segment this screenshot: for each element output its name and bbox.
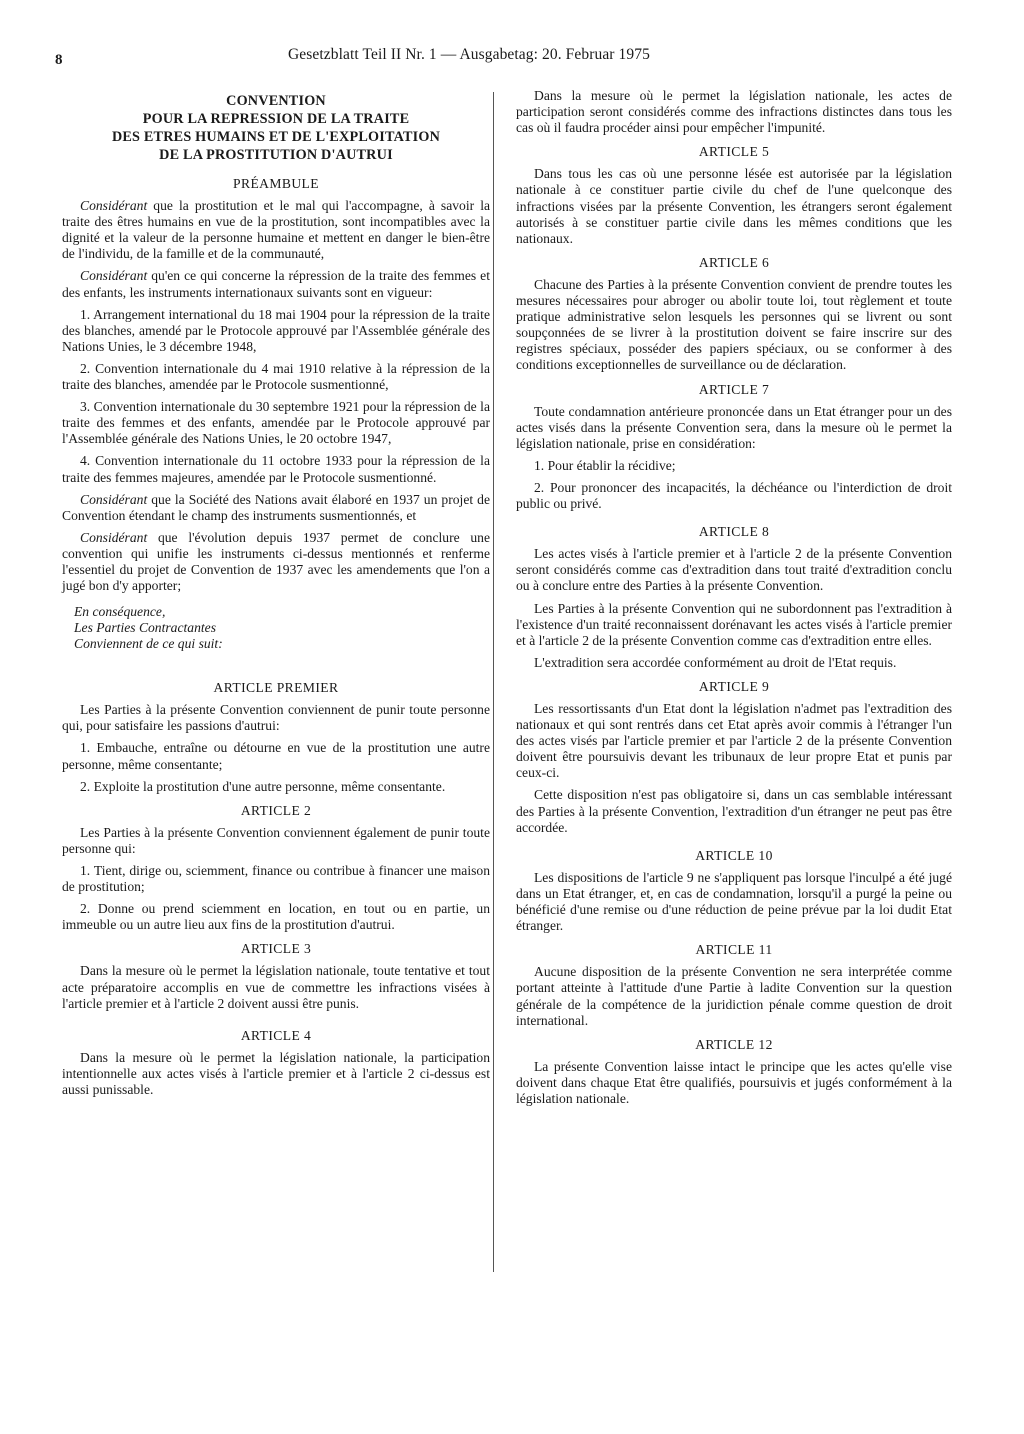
closing-line: Conviennent de ce qui suit: [74, 636, 223, 652]
preamble-item: 4. Convention internationale du 11 octobre 1933 pour la répression de la traite des femmes majeures, amendée par le Protocole susmentionné. [62, 453, 490, 485]
preamble-heading: PRÉAMBULE [233, 176, 319, 191]
preamble-paragraph [62, 492, 490, 524]
article-item: 1. Embauche, entraîne ou détourne en vue de la prostitution une autre personne, même consentante; [62, 740, 490, 772]
article-paragraph: Aucune disposition de la présente Convention ne sera interprétée comme portant atteinte à l'attitude d'une Partie à ladite Convention sur la question générale de la compétence de la juridiction pénale comme question de droit international. [516, 964, 952, 1028]
left-column [62, 88, 490, 1104]
article-paragraph: Cette disposition n'est pas obligatoire si, dans un cas semblable intéressant des Parties à la présente Convention, l'extradition d'un étranger ne peut pas être accordée. [516, 787, 952, 835]
article-paragraph: Toute condamnation antérieure prononcée dans un Etat étranger pour un des actes visés dans la présente Convention sera, dans la mesure où le permet la législation nationale, prise en considération: [516, 403, 952, 451]
column-divider [493, 92, 494, 1272]
preamble-lead: Considérant [80, 529, 148, 545]
title-line: DE LA PROSTITUTION D'AUTRUI [159, 147, 393, 163]
running-head: Gesetzblatt Teil II Nr. 1 — Ausgabetag: 20. Februar 1975 [288, 46, 650, 63]
preamble-item: 1. Arrangement international du 18 mai 1904 pour la répression de la traite des blanches, amendé par le Protocole approuvé par l'Assemblée générale des Nations Unies, le 3 décembre 1948, [62, 306, 490, 354]
article-heading: ARTICLE 2 [240, 802, 312, 818]
article-item: 1. Pour établir la récidive; [534, 457, 676, 473]
preamble-paragraph [62, 268, 490, 300]
article-paragraph: Les Parties à la présente Convention conviennent de punir toute personne qui, pour satisfaire les passions d'autrui: [62, 702, 490, 734]
article-paragraph: Les Parties à la présente Convention qui ne subordonnent pas l'extradition à l'existence d'un traité reconnaissent dorénavant les actes visés à l'article premier et à l'article 2 de la présente Convention comme cas d'extradition entre elles. [516, 600, 952, 648]
article-heading: ARTICLE 6 [698, 254, 770, 270]
article-paragraph: Dans la mesure où le permet la législation nationale, toute tentative et tout acte préparatoire accomplis en vue de commettre les infractions visées à l'article premier et à l'article 2 doivent aussi être punis. [62, 963, 490, 1011]
article-heading: ARTICLE 3 [240, 941, 312, 957]
article-paragraph: Les ressortissants d'un Etat dont la législation n'admet pas l'extradition des nationaux et qui sont rentrés dans cet Etat après avoir commis à l'étranger l'un des actes visés par l'article premier et par l'article 2 de la présente Convention doivent être poursuivis devant les tribunaux de leur propre Etat et punis par ceux-ci. [516, 701, 952, 781]
preamble-text: qu'en ce qui concerne la répression de la traite des femmes et des enfants, les instruments internationaux suivants sont en vigueur: [62, 268, 490, 300]
article-heading: ARTICLE 12 [695, 1036, 773, 1052]
article-paragraph: Les actes visés à l'article premier et à l'article 2 de la présente Convention seront considérés comme cas d'extradition dans tout traité d'extradition conclu ou à conclure entre des Parties à la présente Convention. [516, 546, 952, 594]
page-header [55, 46, 951, 72]
article-heading: ARTICLE 11 [695, 942, 773, 958]
article-item: 2. Pour prononcer des incapacités, la déchéance ou l'interdiction de droit public ou privé. [516, 479, 952, 512]
article-paragraph: Dans la mesure où le permet la législation nationale, la participation intentionnelle aux actes visés à l'article premier et à l'article 2 ci-dessus est aussi punissable. [62, 1049, 490, 1098]
title-line: DES ETRES HUMAINS ET DE L'EXPLOITATION [111, 129, 441, 145]
closing-line: Les Parties Contractantes [74, 620, 216, 636]
preamble-paragraph [62, 198, 490, 262]
article-heading: ARTICLE 4 [240, 1027, 312, 1043]
article-paragraph: La présente Convention laisse intact le principe que les actes qu'elle vise doivent dans chaque Etat être qualifiés, poursuivis et jugés conformément à la législation nationale. [516, 1058, 952, 1106]
article-paragraph: Dans la mesure où le permet la législation nationale, les actes de participation seront considérés comme des infractions distinctes dans tous les cas où il faudra procéder ainsi pour empêcher l'impunité. [516, 88, 952, 136]
preamble-text: que l'évolution depuis 1937 permet de conclure une convention qui unifie les instruments ci-dessus mentionnés et renferme l'essentiel du projet de Convention de 1937 avec les amendements que l'on a jugé bon d'y apporter; [62, 529, 490, 594]
preamble-closing [74, 604, 490, 652]
article-heading: ARTICLE 8 [698, 524, 770, 540]
article-heading: ARTICLE 9 [698, 678, 770, 694]
right-column [516, 88, 952, 1113]
preamble-lead: Considérant [80, 268, 148, 284]
article-item: 2. Donne ou prend sciemment en location, en tout ou en partie, un immeuble ou un autre lieu aux fins de la prostitution d'autrui. [62, 901, 490, 933]
article-paragraph: Les dispositions de l'article 9 ne s'appliquent pas lorsque l'inculpé a été jugé dans un Etat étranger, et, en cas de condamnation, lorsqu'il a purgé la peine ou bénéficié d'une remise ou d'une réduction de peine prévue par la loi dudit Etat étranger. [516, 869, 952, 934]
preamble-paragraph [62, 530, 490, 594]
title-line: POUR LA REPRESSION DE LA TRAITE [142, 111, 410, 127]
preamble-item: 3. Convention internationale du 30 septembre 1921 pour la répression de la traite des femmes et des enfants, amendée par le Protocole approuvé par l'Assemblée générale des Nations Unies, le 20 octobre 1947, [62, 399, 490, 447]
article-paragraph: Les Parties à la présente Convention conviennent également de punir toute personne qui: [62, 824, 490, 856]
article-heading: ARTICLE 5 [698, 144, 770, 160]
article-paragraph: Chacune des Parties à la présente Convention convient de prendre toutes les mesures nécessaires pour abroger ou abolir toute loi, tout règlement et toute pratique administrative selon lesquels les personnes qui se livrent ou sont soupçonnées de se livrer à la prostitution doivent se faire inscrire sur des registres spéciaux, posséder des papiers spéciaux, ou se conformer à des conditions exceptionnelles de surveillance ou de déclaration. [516, 276, 952, 373]
title-line: CONVENTION [226, 93, 326, 109]
article-heading: ARTICLE 10 [695, 847, 773, 863]
article-paragraph: L'extradition sera accordée conformément au droit de l'Etat requis. [534, 654, 897, 670]
document-title [62, 92, 490, 164]
article-item: 1. Tient, dirige ou, sciemment, finance ou contribue à financer une maison de prostitution; [62, 863, 490, 895]
article-item: 2. Exploite la prostitution d'une autre personne, même consentante. [80, 778, 446, 794]
preamble-text: que la Société des Nations avait élaboré en 1937 un projet de Convention étendant le champ des instruments susmentionnés, et [62, 491, 490, 523]
article-heading: ARTICLE 7 [698, 381, 770, 397]
preamble-item: 2. Convention internationale du 4 mai 1910 relative à la répression de la traite des blanches, amendée par le Protocole susmentionné, [62, 360, 490, 393]
preamble-lead: Considérant [80, 198, 148, 214]
preamble-text: que la prostitution et le mal qui l'accompagne, à savoir la traite des êtres humains en vue de la prostitution, sont incompatibles avec la dignité et la valeur de la personne humaine et mettent en danger le bien-être de l'individu, de la famille et de la communauté, [62, 198, 490, 262]
article-heading: ARTICLE PREMIER [213, 680, 339, 696]
closing-line: En conséquence, [74, 604, 166, 620]
page-number: 8 [55, 52, 63, 68]
article-paragraph: Dans tous les cas où une personne lésée est autorisée par la législation nationale à ce constituer partie civile du chef de l'une quelconque des infractions visées par la présente Convention, les étrangers seront également autorisés à se constituer partie civile dans les mêmes conditions que les nationaux. [516, 166, 952, 246]
preamble-lead: Considérant [80, 491, 148, 507]
